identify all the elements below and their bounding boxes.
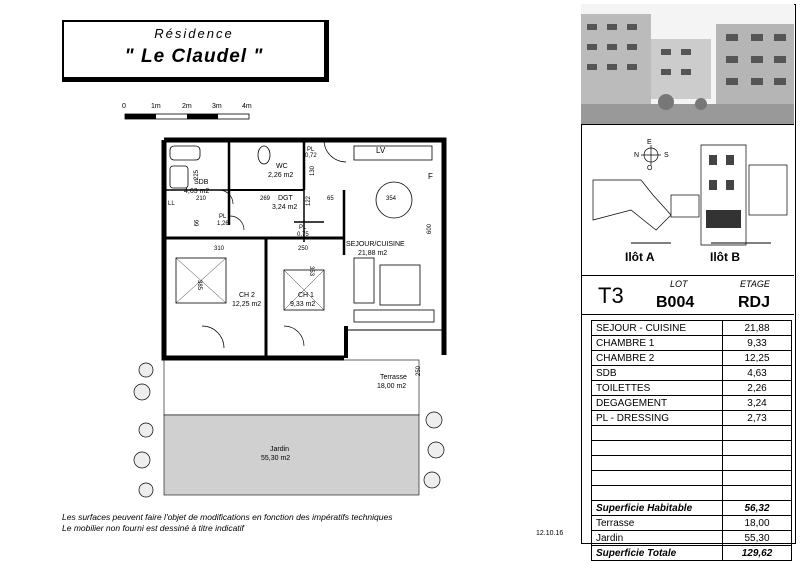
table-row xyxy=(592,486,792,501)
site-plan xyxy=(581,125,794,276)
surface-label: CHAMBRE 2 xyxy=(592,351,723,366)
table-row xyxy=(592,321,792,336)
dimension: 66 xyxy=(194,219,201,227)
surface-value: 21,88 xyxy=(723,321,792,336)
table-row xyxy=(592,471,792,486)
room-sdb-name: SDB xyxy=(194,179,209,186)
fixture-lv: LV xyxy=(376,146,386,155)
habitable-value: 56,32 xyxy=(723,501,792,516)
floor-plan xyxy=(124,130,464,510)
scale-tick-label: 0 xyxy=(122,103,126,110)
scale-bar xyxy=(124,103,264,121)
scale-tick-label: 3m xyxy=(212,103,222,110)
closet-label: PL xyxy=(307,147,315,153)
surface-label: CHAMBRE 1 xyxy=(592,336,723,351)
closet-label: PL xyxy=(219,214,227,220)
disclaimer-note xyxy=(62,512,502,534)
table-row xyxy=(592,546,792,561)
table-row xyxy=(592,396,792,411)
table-row xyxy=(592,516,792,531)
dimension: 310 xyxy=(214,246,225,252)
dimension: 250 xyxy=(298,246,309,252)
scale-tick-label: 4m xyxy=(242,103,252,110)
surface-value: 12,25 xyxy=(723,351,792,366)
surface-label: TOILETTES xyxy=(592,381,723,396)
building-render-drawing xyxy=(581,4,794,124)
terrasse-label: Terrasse xyxy=(592,516,723,531)
dimension: 600 xyxy=(427,223,434,235)
surface-label: SEJOUR - CUISINE xyxy=(592,321,723,336)
habitable-label: Superficie Habitable xyxy=(592,501,723,516)
surface-label: PL - DRESSING xyxy=(592,411,723,426)
room-ch2-area: 12,25 m2 xyxy=(232,301,262,308)
closet-area: 0,75 xyxy=(297,232,309,238)
surfaces-table xyxy=(591,320,792,561)
room-ch1-area: 9,33 m2 xyxy=(290,301,316,308)
dimension: 269 xyxy=(260,196,271,202)
table-row xyxy=(592,441,792,456)
room-wc-area: 2,26 m2 xyxy=(268,172,294,179)
table-row xyxy=(592,366,792,381)
surface-label: SDB xyxy=(592,366,723,381)
dimension: 225 xyxy=(194,169,201,181)
table-row xyxy=(592,501,792,516)
unit-type: T3 xyxy=(598,283,624,308)
dimension: 130 xyxy=(310,165,317,177)
table-row xyxy=(592,381,792,396)
total-value: 129,62 xyxy=(723,546,792,561)
closet-area: 1,26 xyxy=(217,221,229,227)
surface-label: DEGAGEMENT xyxy=(592,396,723,411)
compass-north: N xyxy=(634,152,640,159)
ilot-a-label: Ilôt A xyxy=(625,250,655,264)
closet-label: PL xyxy=(299,225,307,231)
jardin-label: Jardin xyxy=(592,531,723,546)
surface-value: 2,73 xyxy=(723,411,792,426)
plan-date: 12.10.16 xyxy=(536,530,564,537)
note-line-2: Le mobilier non fourni est dessiné à titre indicatif xyxy=(62,523,244,533)
room-sejour-name: SEJOUR/CUISINE xyxy=(346,241,405,248)
surface-value: 2,26 xyxy=(723,381,792,396)
compass-east: E xyxy=(647,139,652,146)
room-sejour-area: 21,88 m2 xyxy=(358,250,388,257)
table-row xyxy=(592,426,792,441)
dimension: 122 xyxy=(306,195,313,207)
ilot-b-label: Ilôt B xyxy=(710,250,740,264)
lot-label: LOT xyxy=(670,279,688,289)
room-sdb-area: 4,63 m2 xyxy=(184,188,210,195)
room-jardin-area: 55,30 m2 xyxy=(261,455,291,462)
fixture-ll: LL xyxy=(168,201,175,207)
dimension: 210 xyxy=(196,196,207,202)
dimension: 65 xyxy=(327,196,334,202)
total-label: Superficie Totale xyxy=(592,546,723,561)
dimension: 354 xyxy=(386,196,397,202)
table-row xyxy=(592,351,792,366)
jardin-value: 55,30 xyxy=(723,531,792,546)
surface-value: 9,33 xyxy=(723,336,792,351)
lot-value: B004 xyxy=(656,294,695,311)
compass-west: O xyxy=(647,165,653,172)
room-terrasse-name: Terrasse xyxy=(380,374,407,381)
surface-value: 3,24 xyxy=(723,396,792,411)
scale-ruler xyxy=(124,113,254,121)
closet-area: 0,72 xyxy=(305,153,317,159)
table-row xyxy=(592,336,792,351)
fixture-f: F xyxy=(428,172,433,181)
title-box xyxy=(62,20,329,82)
room-dgt-name: DGT xyxy=(278,195,293,202)
dimension: 353 xyxy=(308,265,315,277)
terrasse-value: 18,00 xyxy=(723,516,792,531)
floor-plan-drawing xyxy=(124,130,464,510)
dimension: 250 xyxy=(416,365,423,377)
compass-south: S xyxy=(664,152,669,159)
site-plan-drawing xyxy=(581,125,794,275)
table-row xyxy=(592,531,792,546)
room-dgt-area: 3,24 m2 xyxy=(272,204,298,211)
residence-name: " Le Claudel " xyxy=(124,46,264,67)
room-wc-name: WC xyxy=(276,163,288,170)
room-ch2-name: CH 2 xyxy=(239,292,255,299)
table-row xyxy=(592,456,792,471)
residence-label: Résidence xyxy=(154,26,234,41)
surface-value: 4,63 xyxy=(723,366,792,381)
note-line-1: Les surfaces peuvent faire l'objet de modifications en fonction des impératifs techniques xyxy=(62,512,393,522)
room-ch1-name: CH 1 xyxy=(298,292,314,299)
room-terrasse-area: 18,00 m2 xyxy=(377,383,407,390)
dimension: 385 xyxy=(196,279,203,291)
building-render-image xyxy=(581,4,794,125)
room-jardin-name: Jardin xyxy=(270,446,290,453)
scale-tick-label: 1m xyxy=(151,103,161,110)
etage-value: RDJ xyxy=(738,294,771,311)
table-row xyxy=(592,411,792,426)
scale-tick-label: 2m xyxy=(182,103,192,110)
etage-label: ETAGE xyxy=(740,279,770,289)
